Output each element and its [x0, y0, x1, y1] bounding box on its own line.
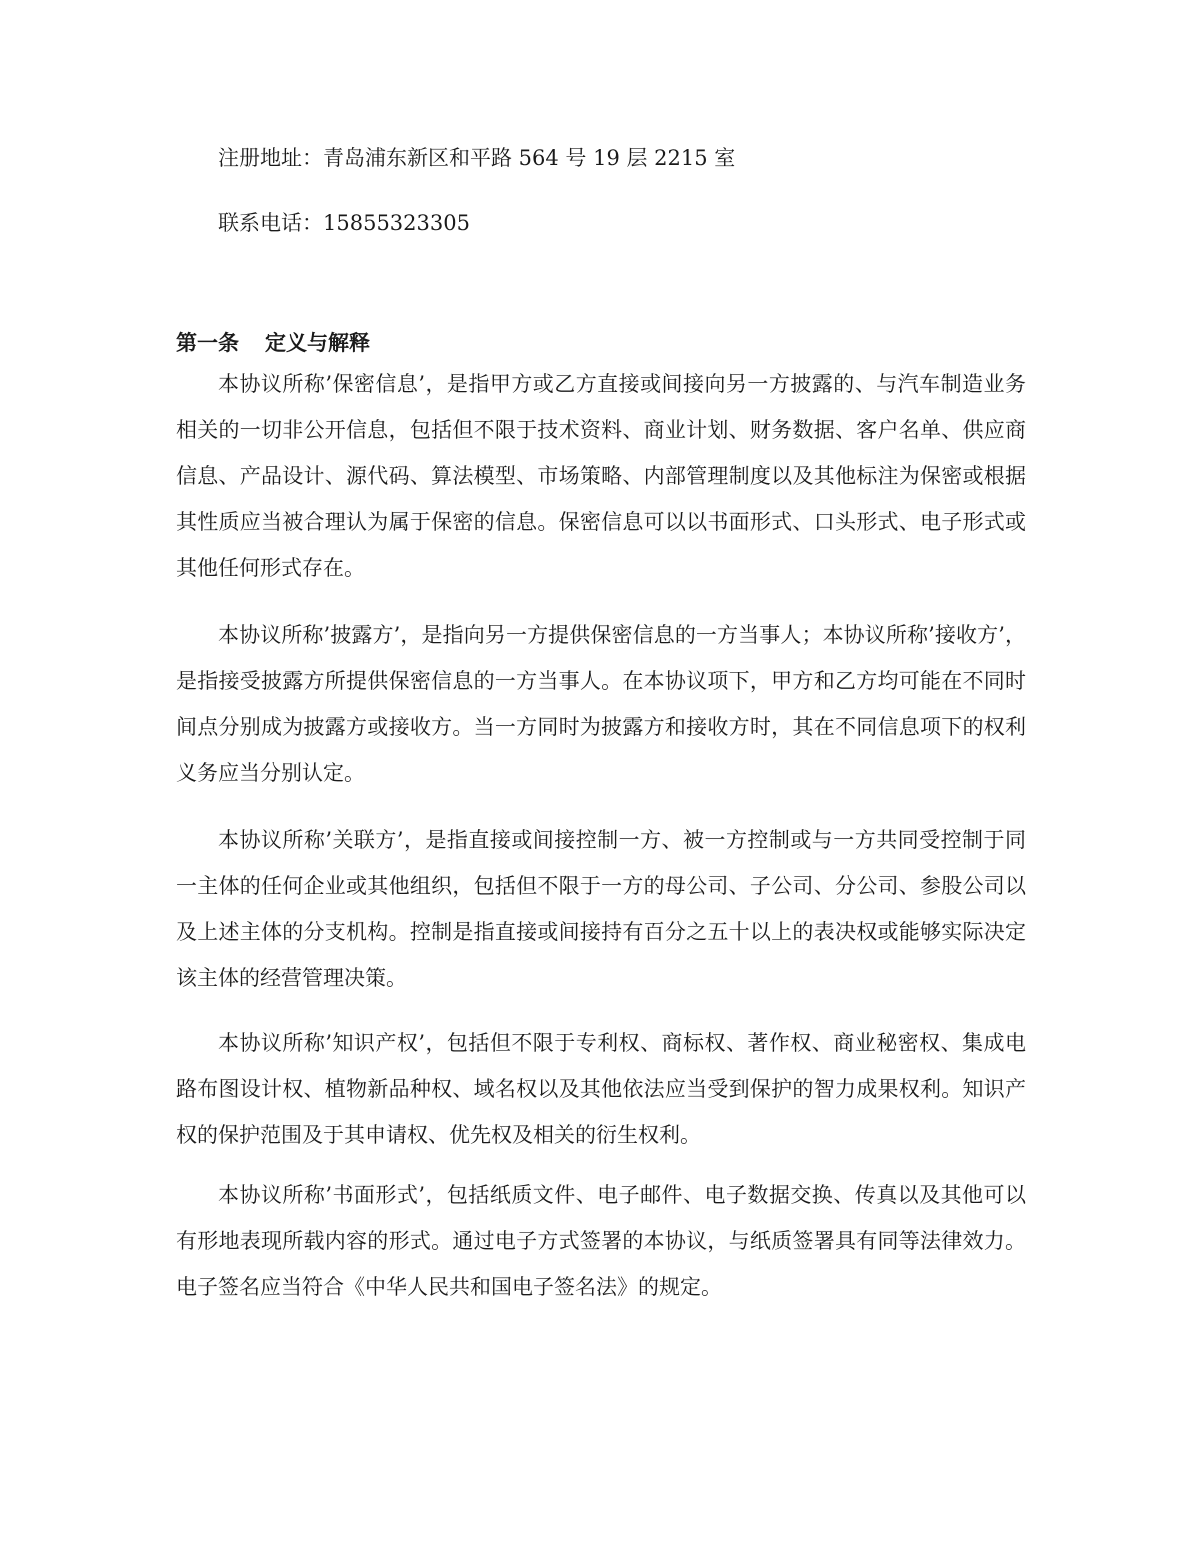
definition-paragraph-written-form: 本协议所称’书面形式’，包括纸质文件、电子邮件、电子数据交换、传真以及其他可以有形地表现所载内容的形式。通过电子方式签署的本协议，与纸质签署具有同等法律效力。电子签名应当符合《中华人民共和国电子签名法》的规定。	[176, 1183, 1026, 1299]
section-title: 定义与解释	[265, 331, 370, 355]
definition-paragraph-affiliate: 本协议所称’关联方’，是指直接或间接控制一方、被一方控制或与一方共同受控制于同一主体的任何企业或其他组织，包括但不限于一方的母公司、子公司、分公司、参股公司以及上述主体的分支机构。控制是指直接或间接持有百分之五十以上的表决权或能够实际决定该主体的经营管理决策。	[176, 828, 1026, 990]
registered-address-value: 青岛浦东新区和平路 564 号 19 层 2215 室	[323, 146, 736, 170]
definition-paragraph-intellectual-property: 本协议所称’知识产权’，包括但不限于专利权、商标权、著作权、商业秘密权、集成电路布图设计权、植物新品种权、域名权以及其他依法应当受到保护的智力成果权利。知识产权的保护范围及于其申请权、优先权及相关的衍生权利。	[176, 1031, 1026, 1147]
contact-phone-value: 15855323305	[323, 211, 470, 235]
definition-paragraph-disclosing-party: 本协议所称’披露方’，是指向另一方提供保密信息的一方当事人；本协议所称’接收方’，是指接受披露方所提供保密信息的一方当事人。在本协议项下，甲方和乙方均可能在不同时间点分别成为披露方或接收方。当一方同时为披露方和接收方时，其在不同信息项下的权利义务应当分别认定。	[176, 623, 1026, 785]
registered-address-line	[218, 143, 735, 173]
contact-phone-line	[218, 208, 470, 238]
section-heading	[176, 328, 370, 358]
section-number: 第一条	[176, 331, 239, 355]
contact-phone-label: 联系电话：	[218, 211, 323, 235]
registered-address-label: 注册地址：	[218, 146, 323, 170]
definition-paragraph-confidential-info: 本协议所称’保密信息’，是指甲方或乙方直接或间接向另一方披露的、与汽车制造业务相关的一切非公开信息，包括但不限于技术资料、商业计划、财务数据、客户名单、供应商信息、产品设计、源代码、算法模型、市场策略、内部管理制度以及其他标注为保密或根据其性质应当被合理认为属于保密的信息。保密信息可以以书面形式、口头形式、电子形式或其他任何形式存在。	[176, 372, 1026, 580]
